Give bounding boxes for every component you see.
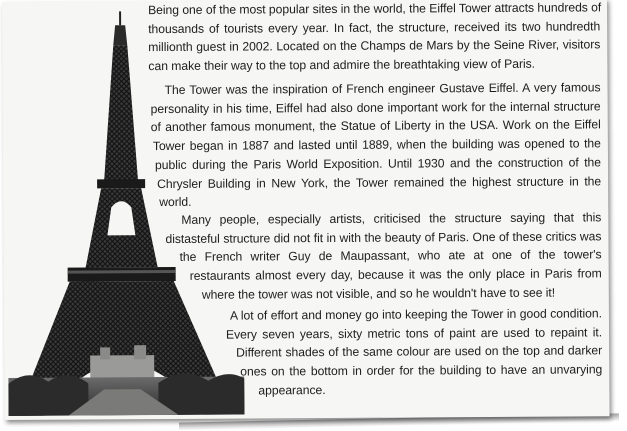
paragraph-2-line-5: public during the Paris World Exposition. Until 1930 and the construction of the xyxy=(154,155,602,172)
paragraph-4-line-2: Every seven years, sixty metric tons of paint are used to repaint it. xyxy=(225,325,603,342)
paragraph-2 xyxy=(148,78,601,212)
paragraph-4 xyxy=(216,304,603,400)
paragraph-1-line-4: can make their way to the top and admire the breathtaking view of Paris. xyxy=(148,56,536,74)
paragraph-1 xyxy=(148,0,600,76)
paragraph-2-line-4: Tower began in 1887 and lasted until 1889, when the building was opened to the xyxy=(152,136,601,154)
paragraph-2-line-6: Chrysler Building in New York, the Tower remained the highest structure in the xyxy=(157,173,602,191)
paragraph-1-line-2: thousands of tourists every year. In fact, the structure, received its two hundredth xyxy=(148,19,601,36)
paragraph-4-line-4: ones on the bottom in order for the building to have an unvarying xyxy=(240,362,603,379)
paragraph-2-line-7: world. xyxy=(159,195,192,210)
paragraph-3 xyxy=(163,208,602,304)
paragraph-3-line-1: Many people, especially artists, criticised the structure saying that this xyxy=(181,210,602,227)
paragraph-1-line-3: millionth guest in 2002. Located on the Champs de Mars by the Seine River, visitors xyxy=(148,37,601,55)
paragraph-2-line-2: personality in his time, Eiffel had also done important work for the internal structure xyxy=(150,99,601,116)
paragraph-3-line-2: distasteful structure did not fit in with the beauty of Paris. One of these critics was xyxy=(165,229,602,246)
paragraph-3-line-3: the French writer Guy de Maupassant, who ate at one of the tower's xyxy=(179,247,602,265)
paragraph-3-line-4: restaurants almost every day, because it was the only place in Paris from xyxy=(189,266,602,283)
paragraph-2-line-3: of another famous monument, the Statue of Liberty in the USA. Work on the Eiffel xyxy=(150,117,601,135)
paragraph-2-line-1: The Tower was the inspiration of French engineer Gustave Eiffel. A very famous xyxy=(164,80,601,98)
document-sheet xyxy=(2,0,610,420)
paragraph-4-line-3: Different shades of the same colour are used on the top and darker xyxy=(236,343,603,360)
paragraph-4-line-1: A lot of effort and money go into keeping the Tower in good condition. xyxy=(229,306,602,323)
paragraph-4-line-5: appearance. xyxy=(258,382,326,398)
paragraph-1-line-1: Being one of the most popular sites in the world, the Eiffel Tower attracts hundreds of xyxy=(148,0,602,18)
paragraph-3-line-5: where the tower was not visible, and so he wouldn't have to see it! xyxy=(201,285,556,302)
